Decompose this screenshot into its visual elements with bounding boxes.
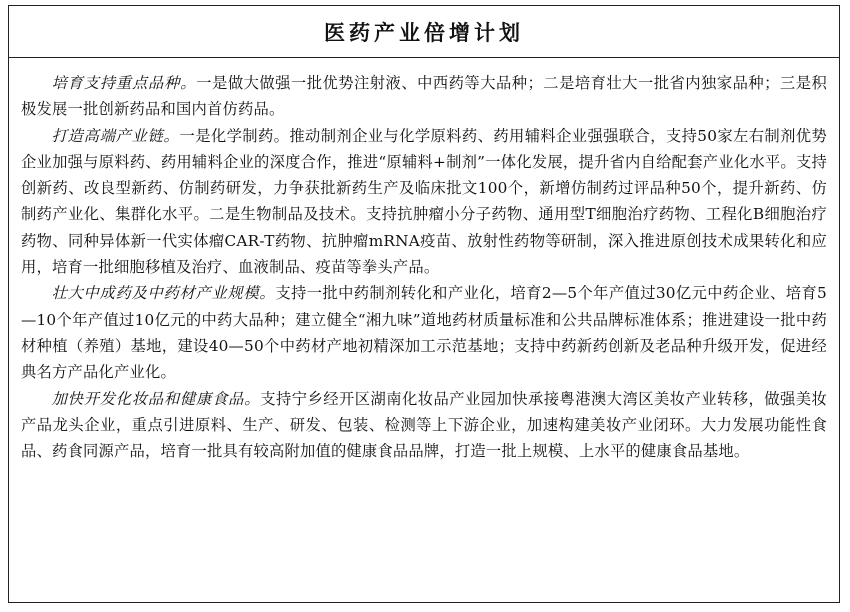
- paragraph-text: 一是化学制药。推动制剂企业与化学原料药、药用辅料企业强强联合，支持50家左右制剂优势企业加强与原料药、药用辅料企业的深度合作，推进“原辅料+制剂”一体化发展，提升省内自给配套产业化水平。支持创新药、改良型新药、仿制药研发，力争获批新药生产及临床批文100个，新增仿制药过评品种50个，提升新药、仿制药产业化、集群化水平。二是生物制品及技术。支持抗肿瘤小分子药物、通用型T细胞治疗药物、工程化B细胞治疗药物、同种异体新一代实体瘤CAR-T药物、抗肿瘤mRNA疫苗、放射性药物等研制，深入推进原创技术成果转化和应用，培育一批细胞移植及治疗、血液制品、疫苗等拳头产品。: [21, 126, 827, 277]
- paragraph-text: 一是做大做强一批优势注射液、中西药等大品种；二是培育壮大一批省内独家品种；三是积极发展一批创新药品和国内首仿药品。: [21, 74, 827, 119]
- paragraph-text: 支持宁乡经开区湖南化妆品产业园加快承接粤港澳大湾区美妆产业转移，做强美妆产品龙头企业，重点引进原料、生产、研发、包装、检测等上下游企业，加速构建美妆产业闭环。大力发展功能性食品、药食同源产品，培育一批具有较高附加值的健康食品品牌，打造一批上规模、上水平的健康食品基地。: [21, 389, 827, 461]
- paragraph-chinese-medicine: [21, 280, 827, 385]
- paragraph-industry-chain: [21, 123, 827, 281]
- paragraph-lead: 打造高端产业链。: [51, 126, 180, 145]
- paragraph-lead: 加快开发化妆品和健康食品。: [51, 389, 261, 408]
- paragraph-cosmetics-food: [21, 386, 827, 465]
- paragraph-key-varieties: [21, 70, 827, 123]
- box-content: [9, 58, 839, 464]
- title-bar: [9, 6, 839, 58]
- paragraph-lead: 壮大中成药及中药材产业规模。: [51, 284, 276, 303]
- paragraph-lead: 培育支持重点品种。: [51, 74, 197, 92]
- info-box: [8, 5, 840, 603]
- paragraph-text: 支持一批中药制剂转化和产业化，培育2—5个年产值过30亿元中药企业、培育5—10个年产值过10亿元的中药大品种；建立健全“湘九味”道地药材质量标准和公共品牌标准体系；推进建设一批中药材种植（养殖）基地，建设40—50个中药材产地初精深加工示范基地；支持中药新药创新及老品种升级开发，促进经典名方产品化产业化。: [21, 284, 827, 382]
- box-title: 医药产业倍增计划: [324, 20, 524, 45]
